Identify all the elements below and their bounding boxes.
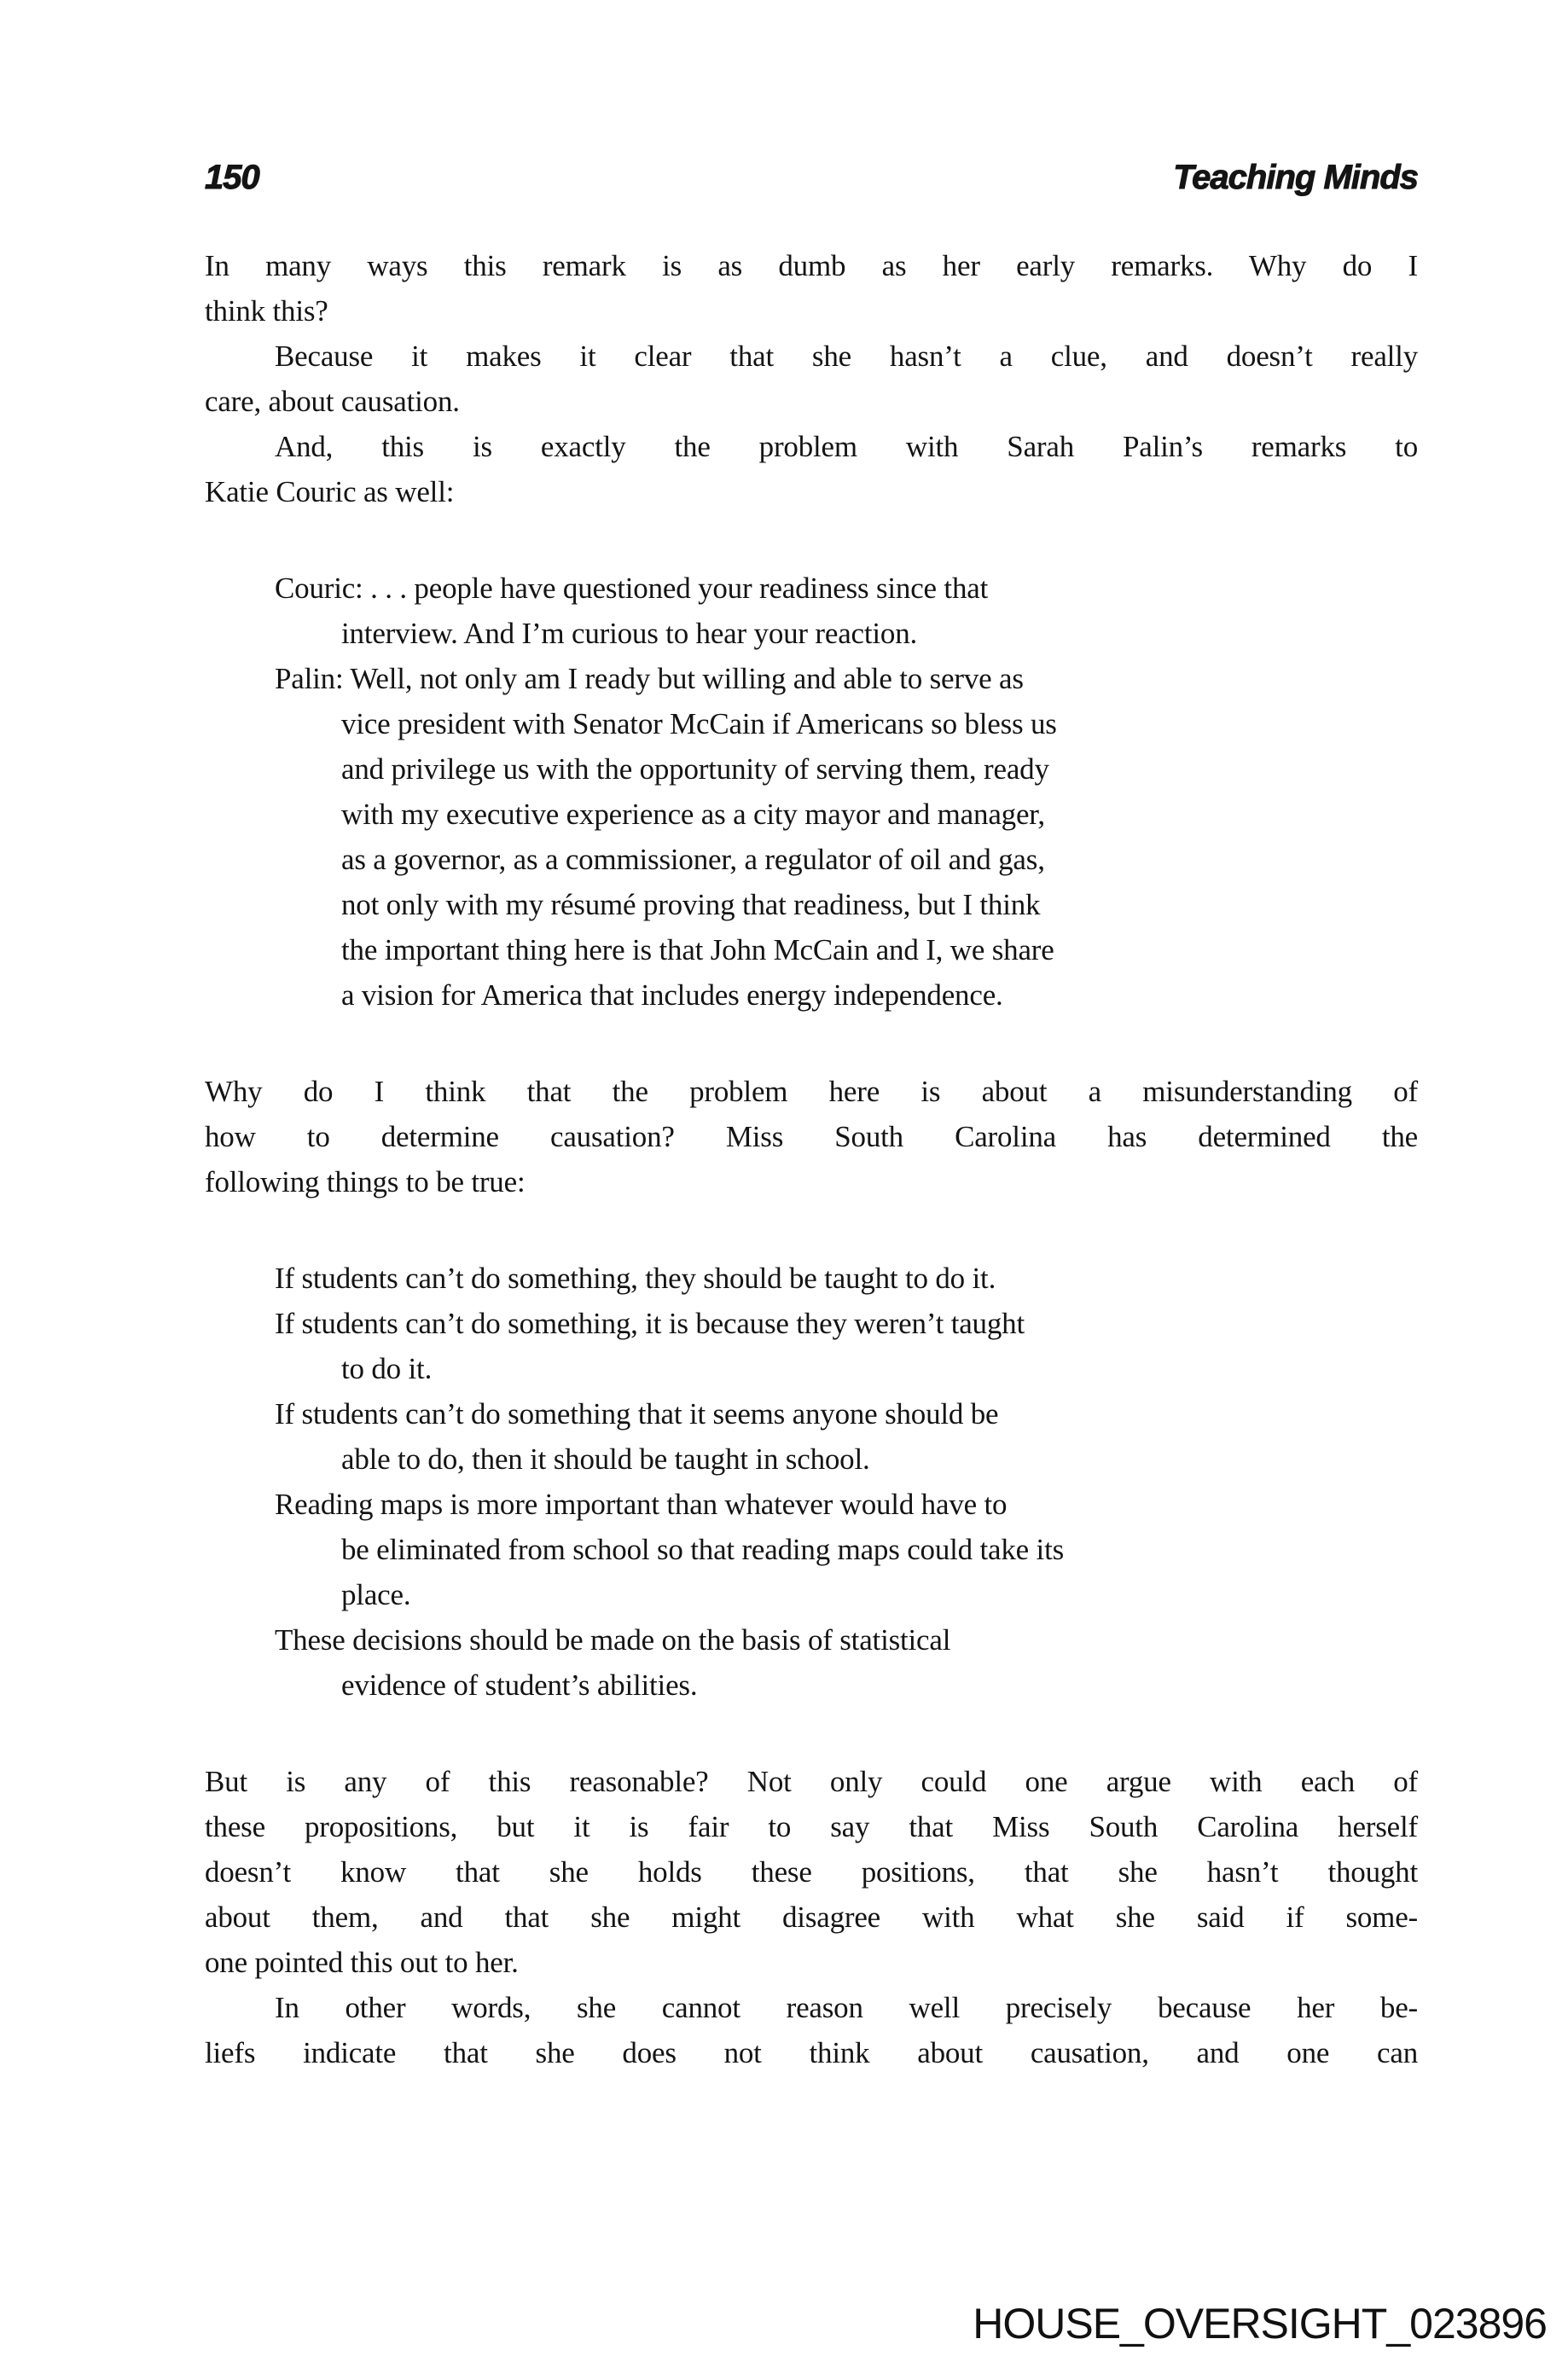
text-line: Katie Couric as well:	[205, 475, 455, 508]
text-line: one pointed this out to her.	[205, 1946, 519, 1979]
text-line: Because it makes it clear that she hasn’t a clue, and doesn’t really	[275, 340, 1418, 373]
text-line: And, this is exactly the problem with Sarah Palin’s remarks to	[275, 430, 1418, 463]
list-item-line: These decisions should be made on the basis of statistical	[275, 1623, 951, 1657]
quote-line: not only with my résumé proving that readiness, but I think	[341, 888, 1041, 921]
list-item-line: able to do, then it should be taught in school.	[341, 1442, 870, 1476]
text-line: liefs indicate that she does not think about causation, and one can	[205, 2036, 1418, 2069]
list-item-line: If students can’t do something, it is because they weren’t taught	[275, 1307, 1025, 1340]
list-item-line: to do it.	[341, 1352, 433, 1385]
interview-quote	[205, 566, 1418, 1018]
paragraph-1	[205, 243, 1418, 334]
text-line: following things to be true:	[205, 1165, 526, 1198]
text-line: In other words, she cannot reason well precisely because her be-	[275, 1991, 1418, 2024]
paragraph-3	[205, 424, 1418, 514]
text-line: these propositions, but it is fair to say that Miss South Carolina herself	[205, 1810, 1418, 1843]
list-item-line: evidence of student’s abilities.	[341, 1668, 698, 1702]
belief-list	[205, 1256, 1418, 1708]
text-line: In many ways this remark is as dumb as her early remarks. Why do I	[205, 249, 1418, 282]
paragraph-6	[205, 1985, 1418, 2075]
page-number: 150	[205, 159, 259, 196]
quote-line: interview. And I’m curious to hear your reaction.	[341, 617, 918, 650]
quote-line: Palin: Well, not only am I ready but willing and able to serve as	[275, 662, 1024, 695]
quote-line: vice president with Senator McCain if Americans so bless us	[341, 707, 1057, 740]
quote-line: and privilege us with the opportunity of serving them, ready	[341, 752, 1049, 786]
list-item-line: If students can’t do something, they should be taught to do it.	[275, 1262, 996, 1295]
book-title: Teaching Minds	[1173, 159, 1418, 196]
list-item-line: Reading maps is more important than whatever would have to	[275, 1488, 1008, 1521]
quote-line: as a governor, as a commissioner, a regulator of oil and gas,	[341, 843, 1045, 876]
text-line: But is any of this reasonable? Not only could one argue with each of	[205, 1765, 1418, 1798]
text-line: about them, and that she might disagree with what she said if some-	[205, 1901, 1418, 1934]
list-item-line: be eliminated from school so that reading maps could take its	[341, 1533, 1065, 1566]
quote-line: with my executive experience as a city mayor and manager,	[341, 798, 1045, 831]
page-header	[205, 159, 1418, 196]
text-line: doesn’t know that she holds these positions, that she hasn’t thought	[205, 1855, 1418, 1889]
paragraph-5	[205, 1759, 1418, 1985]
list-item-line: If students can’t do something that it seems anyone should be	[275, 1397, 999, 1431]
quote-line: Couric: . . . people have questioned your readiness since that	[275, 572, 989, 605]
page-content	[205, 243, 1418, 2075]
quote-line: a vision for America that includes energy independence.	[341, 978, 1003, 1012]
paragraph-4	[205, 1069, 1418, 1204]
text-line: Why do I think that the problem here is about a misunderstanding of	[205, 1075, 1418, 1108]
paragraph-2	[205, 334, 1418, 424]
bates-stamp: HOUSE_OVERSIGHT_023896	[973, 2300, 1547, 2347]
list-item-line: place.	[341, 1578, 411, 1611]
text-line: how to determine causation? Miss South Carolina has determined the	[205, 1120, 1418, 1153]
text-line: think this?	[205, 294, 328, 328]
quote-line: the important thing here is that John McCain and I, we share	[341, 933, 1054, 966]
text-line: care, about causation.	[205, 385, 460, 418]
